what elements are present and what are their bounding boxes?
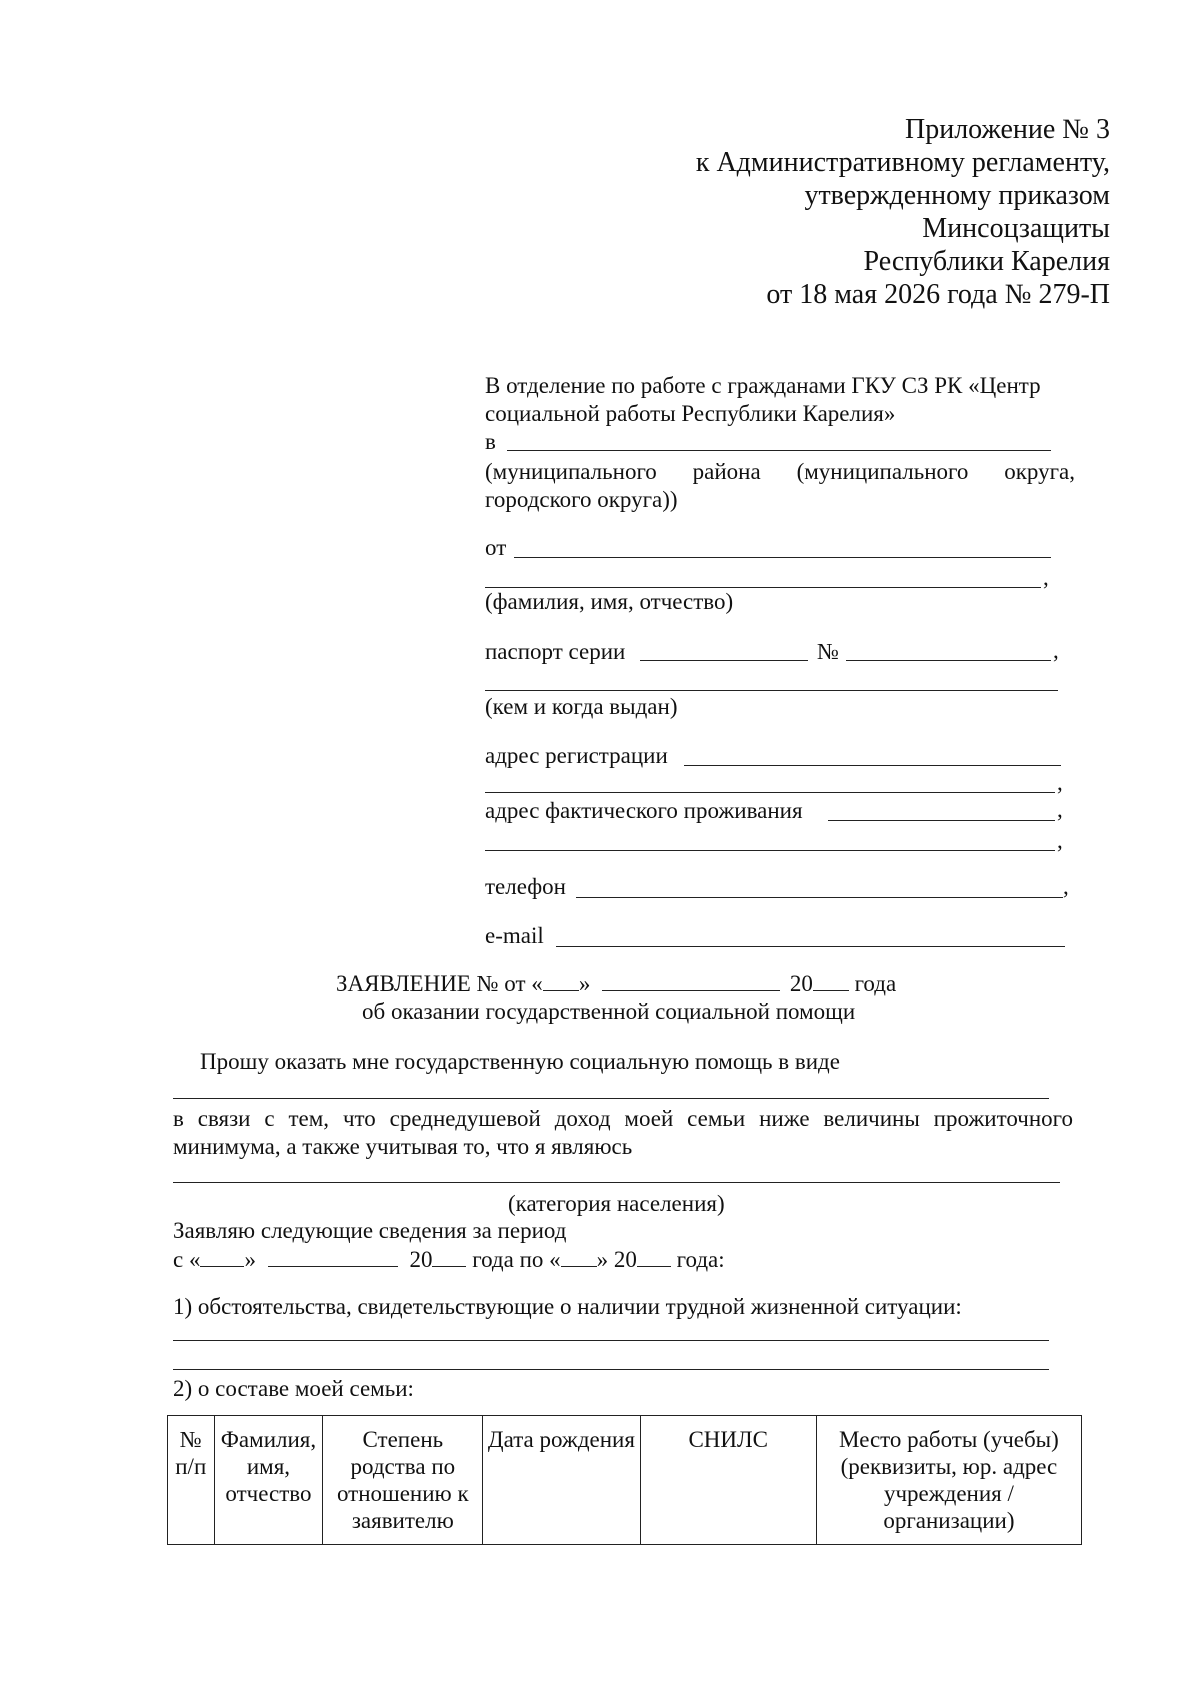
phone-label: телефон — [485, 874, 566, 899]
reason-line2: минимума, а также учитывая то, что я являюсь — [173, 1134, 633, 1159]
actual-address-field-line1[interactable] — [828, 820, 1055, 821]
email-field[interactable] — [556, 946, 1065, 947]
period-to-year-field[interactable] — [637, 1248, 671, 1267]
actual-address-label: адрес фактического проживания — [485, 798, 803, 823]
period-from-quote: » — [244, 1247, 256, 1272]
reg-address-field-line2[interactable] — [485, 792, 1055, 793]
from-prefix: от — [485, 535, 507, 560]
appendix-line: Республики Карелия — [863, 246, 1110, 277]
category-field[interactable] — [173, 1182, 1060, 1183]
situation-field-line1[interactable] — [173, 1340, 1049, 1341]
appendix-line: утвержденному приказом — [804, 180, 1110, 211]
comma: , — [1057, 797, 1063, 822]
statement-title-quote: » — [578, 971, 591, 996]
name-hint: (фамилия, имя, отчество) — [485, 589, 734, 614]
passport-issued-field[interactable] — [485, 690, 1058, 691]
reg-address-label: адрес регистрации — [485, 743, 668, 768]
statement-month-field[interactable] — [602, 972, 780, 991]
period-from-year-field[interactable] — [432, 1248, 466, 1267]
period-from-day-field[interactable] — [200, 1248, 244, 1267]
period-to-suffix: года: — [676, 1247, 725, 1272]
appendix-line: к Административному регламенту, — [695, 147, 1110, 178]
statement-year-field[interactable] — [813, 972, 849, 991]
appendix-line: Приложение № 3 — [905, 114, 1110, 145]
comma: , — [1063, 874, 1069, 899]
statement-year-prefix: 20 — [789, 971, 813, 996]
col-relationship: Степень родства по отношению к заявителю — [323, 1416, 483, 1545]
statement-title — [336, 970, 896, 998]
name-field-line1[interactable] — [514, 557, 1051, 558]
statement-year-suffix: года — [854, 971, 897, 996]
district-hint-line2: городского округа)) — [485, 487, 678, 512]
district-hint-line1: (муниципального района (муниципального округа, — [485, 459, 1075, 484]
period-to-quote: » 20 — [596, 1247, 637, 1272]
col-full-name: Фамилия, имя, отчество — [214, 1416, 323, 1545]
request-text: Прошу оказать мне государственную социальную помощь в виде — [200, 1049, 840, 1074]
addressee-to-line2: социальной работы Республики Карелия» — [485, 401, 896, 426]
col-birth-date: Дата рождения — [483, 1416, 640, 1545]
statement-subtitle: об оказании государственной социальной помощи — [362, 999, 856, 1024]
period-from-month-field[interactable] — [268, 1248, 398, 1267]
comma: , — [1053, 638, 1059, 663]
phone-field[interactable] — [576, 897, 1063, 898]
family-table-header-row — [168, 1416, 1082, 1545]
appendix-line: Минсоцзащиты — [922, 213, 1110, 244]
passport-series-label: паспорт серии — [485, 639, 626, 664]
district-field[interactable] — [507, 450, 1051, 451]
period-intro: Заявляю следующие сведения за период — [173, 1218, 567, 1243]
family-table — [167, 1415, 1082, 1545]
actual-address-field-line2[interactable] — [485, 850, 1055, 851]
email-label: e-mail — [485, 923, 544, 948]
col-snils: СНИЛС — [640, 1416, 816, 1545]
item2-text: 2) о составе моей семьи: — [173, 1376, 414, 1401]
passport-series-field[interactable] — [640, 660, 808, 661]
appendix-header — [696, 113, 1110, 311]
appendix-line: от 18 мая 2026 года № 279-П — [766, 279, 1110, 310]
comma: , — [1057, 828, 1063, 853]
reason-line1: в связи с тем, что среднедушевой доход моей семьи ниже величины прожиточного — [173, 1106, 1073, 1131]
statement-title-prefix: ЗАЯВЛЕНИЕ № от « — [336, 971, 543, 996]
passport-number-label: № — [817, 639, 839, 664]
period-to-day-field[interactable] — [561, 1248, 597, 1267]
category-hint: (категория населения) — [508, 1191, 725, 1216]
comma: , — [1043, 565, 1049, 590]
addressee-to-line1: В отделение по работе с гражданами ГКУ СЗ РК «Центр — [485, 373, 1041, 398]
period-from-prefix: с « — [173, 1247, 201, 1272]
comma: , — [1057, 770, 1063, 795]
in-prefix: в — [485, 429, 496, 454]
period-line — [173, 1246, 725, 1274]
reg-address-field-line1[interactable] — [684, 765, 1061, 766]
col-number: № п/п — [168, 1416, 215, 1545]
passport-number-field[interactable] — [846, 660, 1051, 661]
assistance-type-field[interactable] — [173, 1098, 1049, 1099]
period-from-year-prefix: 20 — [409, 1247, 433, 1272]
issued-hint: (кем и когда выдан) — [485, 694, 678, 719]
situation-field-line2[interactable] — [173, 1369, 1049, 1370]
item1-text: 1) обстоятельства, свидетельствующие о наличии трудной жизненной ситуации: — [173, 1294, 962, 1319]
period-to-prefix: года по « — [472, 1247, 561, 1272]
statement-day-field[interactable] — [543, 972, 579, 991]
col-workplace: Место работы (учебы) (реквизиты, юр. адрес учреждения / организации) — [816, 1416, 1081, 1545]
